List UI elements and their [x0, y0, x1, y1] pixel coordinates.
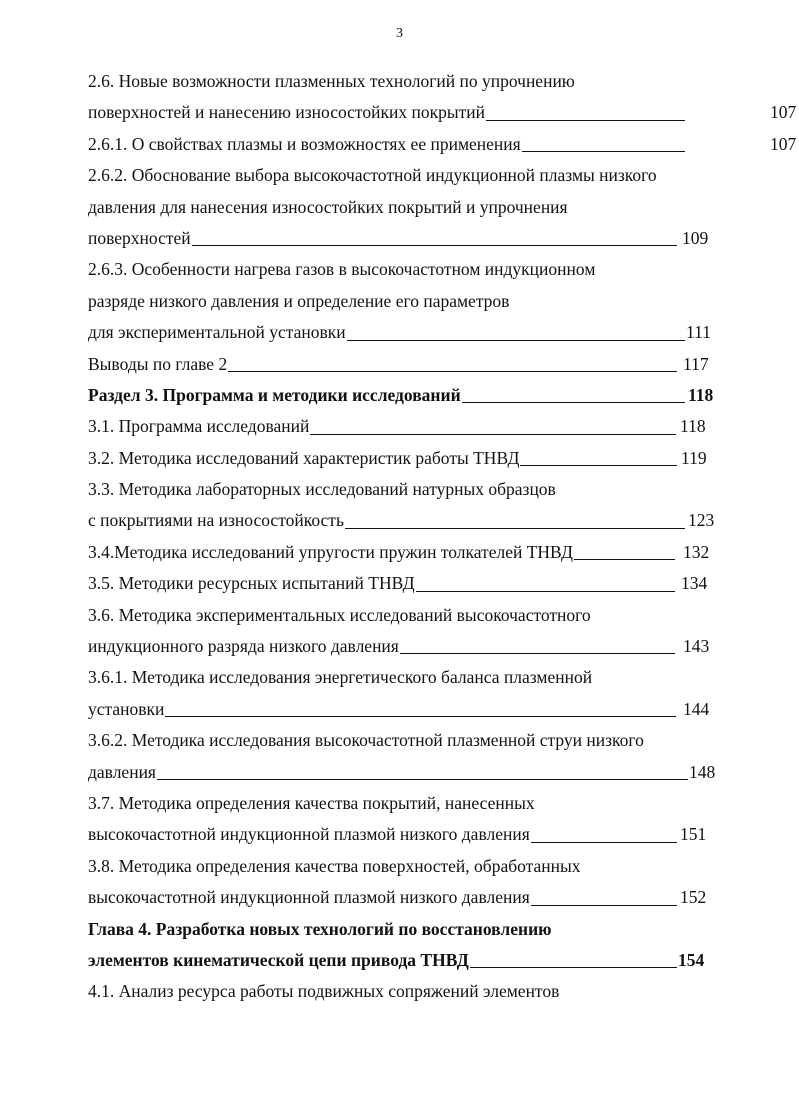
leader-line: [416, 591, 675, 592]
toc-page-number: 154: [678, 949, 705, 970]
toc-line: [88, 411, 728, 442]
toc-entry-text: 3.7. Методика определения качества покрытий, нанесенных: [88, 792, 535, 813]
toc-entry-text: 3.8. Методика определения качества поверхностей, обработанных: [88, 855, 581, 876]
leader-line: [165, 716, 676, 717]
leader-line: [345, 528, 685, 529]
toc-line: [88, 945, 728, 976]
page-number: 3: [396, 26, 403, 41]
toc-line: [88, 976, 728, 1007]
toc-line: [88, 254, 728, 285]
toc-line: [88, 600, 728, 631]
leader-line: [400, 653, 675, 654]
toc-line: [88, 286, 728, 317]
toc-entry-text: 3.1. Программа исследований: [88, 416, 310, 437]
toc-line: [88, 788, 728, 819]
toc-page-number: 118: [680, 416, 706, 437]
toc-page-number: 111: [686, 322, 711, 343]
toc-page-number: 109: [682, 227, 709, 248]
toc-line: [88, 349, 728, 380]
toc-entry-text: 2.6.1. О свойствах плазмы и возможностях ее применения: [88, 133, 521, 154]
toc-page-number: 107: [770, 133, 797, 154]
leader-line: [157, 779, 688, 780]
leader-line: [574, 559, 675, 560]
leader-line: [228, 371, 677, 372]
toc-line: [88, 192, 728, 223]
toc-line: [88, 662, 728, 693]
toc-entry-text: для экспериментальной установки: [88, 322, 346, 343]
toc-line: [88, 819, 728, 850]
toc-entry-text: 2.6. Новые возможности плазменных технологий по упрочнению: [88, 71, 575, 91]
toc-page-number: 119: [681, 447, 707, 468]
toc-entry-text: индукционного разряда низкого давления: [88, 636, 399, 657]
toc-line: [88, 914, 728, 945]
leader-line: [531, 842, 677, 843]
leader-line: [310, 434, 676, 435]
table-of-contents: [88, 66, 797, 1008]
toc-entry-text: с покрытиями на износостойкость: [88, 510, 344, 531]
leader-line: [520, 465, 677, 466]
toc-entry-text: 3.5. Методики ресурсных испытаний ТНВД: [88, 573, 415, 594]
toc-page-number: 118: [688, 384, 714, 405]
toc-line: [88, 694, 728, 725]
toc-entry-text: 4.1. Анализ ресурса работы подвижных сопряжений элементов: [88, 981, 560, 1002]
toc-entry-text: поверхностей: [88, 227, 191, 248]
toc-line: [88, 505, 728, 536]
leader-line: [462, 402, 685, 403]
toc-line: [88, 97, 797, 128]
toc-entry-text: 3.6.2. Методика исследования высокочастотной плазменной струи низкого: [88, 730, 644, 751]
leader-line: [522, 151, 685, 152]
toc-line: [88, 160, 728, 191]
toc-entry-text: 3.4.Методика исследований упругости пружин толкателей ТНВД: [88, 541, 573, 562]
toc-page-number: 152: [680, 887, 707, 908]
toc-entry-text: 3.6.1. Методика исследования энергетического баланса плазменной: [88, 667, 593, 688]
toc-page-number: 144: [683, 698, 710, 719]
leader-line: [531, 905, 677, 906]
toc-entry-text: давления: [88, 761, 156, 782]
toc-line: [88, 474, 728, 505]
leader-line: [486, 120, 685, 121]
toc-line: [88, 851, 728, 882]
toc-line: [88, 317, 728, 348]
toc-entry-text: давления для нанесения износостойких покрытий и упрочнения: [88, 196, 568, 217]
toc-entry-text: Выводы по главе 2: [88, 353, 228, 374]
toc-line: [88, 129, 797, 160]
toc-entry-text: поверхностей и нанесению износостойких покрытий: [88, 102, 485, 123]
toc-line: [88, 66, 728, 97]
toc-entry-text: 3.2. Методика исследований характеристик работы ТНВД: [88, 447, 520, 468]
toc-line: [88, 882, 728, 913]
toc-line: [88, 568, 728, 599]
toc-line: [88, 380, 728, 411]
toc-entry-text: разряде низкого давления и определение его параметров: [88, 290, 510, 311]
leader-line: [347, 340, 685, 341]
toc-line: [88, 223, 728, 254]
toc-entry-text: 3.3. Методика лабораторных исследований натурных образцов: [88, 479, 556, 500]
toc-line: [88, 443, 728, 474]
toc-entry-text: установки: [88, 698, 165, 719]
toc-page-number: 151: [680, 824, 707, 845]
toc-entry-text: Глава 4. Разработка новых технологий по восстановлению: [88, 918, 552, 939]
toc-entry-text: 2.6.2. Обоснование выбора высокочастотной индукционной плазмы низкого: [88, 165, 657, 186]
toc-line: [88, 537, 728, 568]
toc-page-number: 132: [683, 541, 710, 562]
toc-page-number: 123: [688, 510, 715, 531]
toc-page-number: 134: [681, 573, 708, 594]
toc-entry-text: Раздел 3. Программа и методики исследований: [88, 384, 461, 405]
toc-entry-text: 3.6. Методика экспериментальных исследований высокочастотного: [88, 604, 591, 625]
toc-entry-text: высокочастотной индукционной плазмой низкого давления: [88, 824, 530, 845]
toc-entry-text: 2.6.3. Особенности нагрева газов в высокочастотном индукционном: [88, 259, 596, 280]
leader-line: [192, 245, 677, 246]
toc-page-number: 107: [770, 102, 797, 123]
toc-page-number: 117: [683, 353, 709, 374]
toc-page-number: 148: [689, 761, 716, 782]
toc-line: [88, 725, 728, 756]
toc-line: [88, 757, 728, 788]
toc-page-number: 143: [683, 636, 710, 657]
toc-entry-text: высокочастотной индукционной плазмой низкого давления: [88, 887, 530, 908]
leader-line: [470, 967, 677, 968]
toc-line: [88, 631, 728, 662]
toc-entry-text: элементов кинематической цепи привода ТНВД: [88, 949, 469, 970]
